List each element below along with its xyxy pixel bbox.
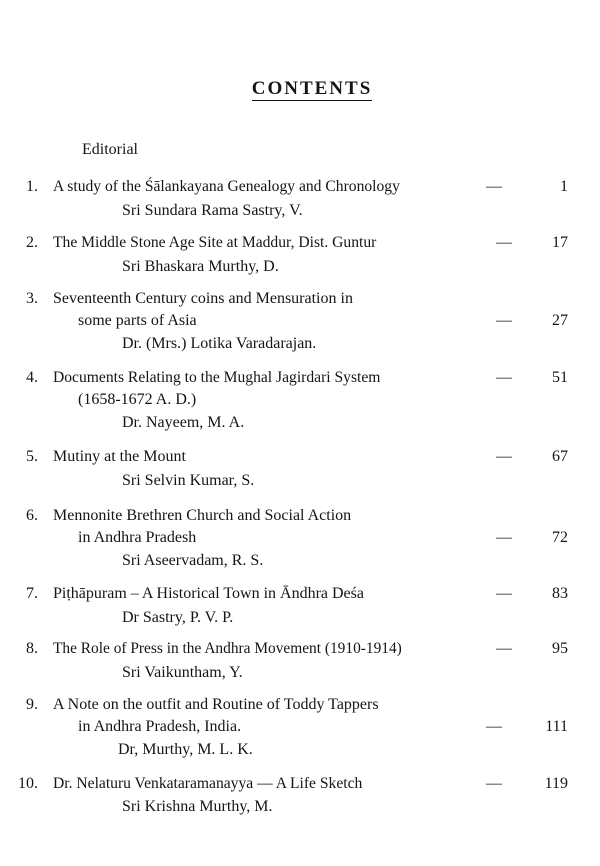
entry-page: 51: [552, 369, 568, 386]
entry-page: 1: [560, 178, 568, 195]
entry-title: The Role of Press in the Andhra Movement (1910-1914): [53, 640, 402, 657]
entry-dash: —: [486, 718, 502, 735]
entry-page: 17: [552, 234, 568, 251]
entry-title: Seventeenth Century coins and Mensuration in: [53, 290, 353, 307]
entry-page: 119: [544, 775, 568, 792]
entry-dash: —: [496, 529, 512, 546]
entry-title-continued: (1658-1672 A. D.): [78, 391, 197, 408]
entry-page: 67: [552, 448, 568, 465]
entry-dash: —: [486, 178, 502, 195]
entry-number: 8.: [26, 640, 38, 657]
entry-title: A Note on the outfit and Routine of Toddy Tappers: [53, 696, 379, 713]
entry-author: Sri Bhaskara Murthy, D.: [122, 258, 279, 275]
page-title: CONTENTS: [251, 78, 373, 99]
entry-dash: —: [496, 312, 512, 329]
entry-author: Sri Vaikuntham, Y.: [122, 664, 243, 681]
entry-number: 9.: [26, 696, 38, 713]
entry-dash: —: [496, 448, 512, 465]
entry-number: 1.: [26, 178, 38, 195]
entry-author: Dr. (Mrs.) Lotika Varadarajan.: [122, 335, 317, 352]
entry-author: Sri Sundara Rama Sastry, V.: [122, 202, 303, 219]
entry-number: 7.: [26, 585, 38, 602]
entry-dash: —: [496, 234, 512, 251]
entry-number: 3.: [26, 290, 38, 307]
entry-title: The Middle Stone Age Site at Maddur, Dist. Guntur: [53, 234, 377, 251]
entry-title: Piṭhāpuram – A Historical Town in Āndhra Deśa: [53, 585, 364, 602]
entry-page: 72: [552, 529, 568, 546]
entry-page: 111: [545, 718, 568, 735]
entry-author: Dr, Murthy, M. L. K.: [118, 741, 253, 758]
entry-number: 10.: [18, 775, 38, 792]
entry-author: Dr Sastry, P. V. P.: [122, 609, 234, 626]
entry-author: Sri Krishna Murthy, M.: [122, 798, 273, 815]
entry-dash: —: [496, 640, 512, 657]
entry-number: 6.: [26, 507, 38, 524]
entry-dash: —: [496, 585, 512, 602]
editorial-label: Editorial: [82, 141, 138, 158]
entry-title: Dr. Nelaturu Venkataramanayya — A Life Sketch: [53, 775, 363, 792]
entry-title: Mutiny at the Mount: [53, 448, 186, 465]
entry-title-continued: in Andhra Pradesh: [78, 529, 197, 546]
entry-author: Sri Aseervadam, R. S.: [122, 552, 264, 569]
entry-author: Dr. Nayeem, M. A.: [122, 414, 245, 431]
entry-page: 83: [552, 585, 568, 602]
entry-title: A study of the Śālankayana Genealogy and Chronology: [53, 178, 400, 195]
entry-dash: —: [496, 369, 512, 386]
entry-number: 2.: [26, 234, 38, 251]
entry-number: 5.: [26, 448, 38, 465]
entry-author: Sri Selvin Kumar, S.: [122, 472, 255, 489]
entry-page: 95: [552, 640, 568, 657]
entry-number: 4.: [26, 369, 38, 386]
entry-dash: —: [486, 775, 502, 792]
entry-title: Documents Relating to the Mughal Jagirdari System: [53, 369, 381, 386]
entry-title: Mennonite Brethren Church and Social Action: [53, 507, 352, 524]
entry-title-continued: in Andhra Pradesh, India.: [78, 718, 242, 735]
entry-page: 27: [552, 312, 568, 329]
entry-title-continued: some parts of Asia: [78, 312, 197, 329]
